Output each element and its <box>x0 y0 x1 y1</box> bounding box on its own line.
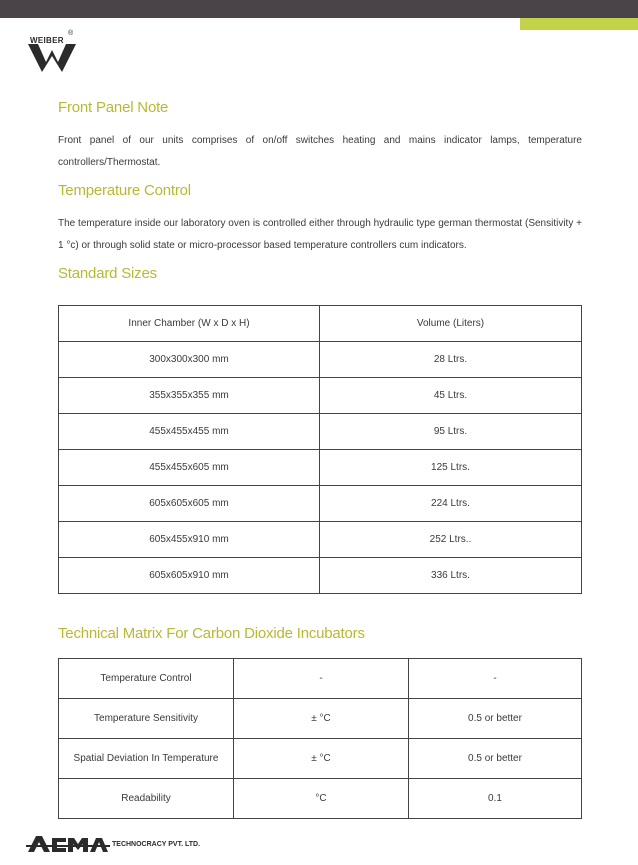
table-cell: 0.5 or better <box>409 739 582 779</box>
table-cell: 300x300x300 mm <box>59 342 320 378</box>
table-row <box>59 699 582 739</box>
table-cell: 336 Ltrs. <box>320 558 582 594</box>
table-cell: 605x605x605 mm <box>59 486 320 522</box>
footer-company: TECHNOCRACY PVT. LTD. <box>112 841 201 848</box>
table-row <box>59 342 582 378</box>
table-cell: - <box>409 659 582 699</box>
brand-name: WEIBER <box>30 36 64 45</box>
table-cell: Spatial Deviation In Temperature <box>59 739 234 779</box>
table-cell: Temperature Sensitivity <box>59 699 234 739</box>
table-cell: ± °C <box>234 699 409 739</box>
temperature-control-text: The temperature inside our laboratory oven is controlled either through hydraulic type german thermostat (Sensitivity + 1 °c) or through solid state or micro-processor based temperature controllers cum indicators. <box>58 218 582 251</box>
table-header-row <box>59 306 582 342</box>
table-cell: 0.1 <box>409 779 582 819</box>
table-row <box>59 486 582 522</box>
temperature-control-title: Temperature Control <box>58 182 191 199</box>
table-row <box>59 779 582 819</box>
table-row <box>59 414 582 450</box>
table-row <box>59 450 582 486</box>
table-cell: Readability <box>59 779 234 819</box>
table-cell: 95 Ltrs. <box>320 414 582 450</box>
top-bar <box>0 0 638 18</box>
table-header: Inner Chamber (W x D x H) <box>59 306 320 342</box>
table-cell: Temperature Control <box>59 659 234 699</box>
table-cell: 28 Ltrs. <box>320 342 582 378</box>
table-cell: °C <box>234 779 409 819</box>
table-header: Volume (Liters) <box>320 306 582 342</box>
table-cell: 45 Ltrs. <box>320 378 582 414</box>
table-cell: 605x455x910 mm <box>59 522 320 558</box>
table-cell: 224 Ltrs. <box>320 486 582 522</box>
matrix-table <box>58 658 582 819</box>
table-row <box>59 739 582 779</box>
front-panel-title: Front Panel Note <box>58 99 169 116</box>
table-cell: 252 Ltrs.. <box>320 522 582 558</box>
table-row <box>59 558 582 594</box>
table-cell: - <box>234 659 409 699</box>
standard-sizes-title: Standard Sizes <box>58 265 157 282</box>
table-row <box>59 378 582 414</box>
table-row <box>59 522 582 558</box>
table-row <box>59 659 582 699</box>
acmas-logo-icon <box>26 832 110 854</box>
table-cell: ± °C <box>234 739 409 779</box>
registered-mark: ® <box>68 30 74 37</box>
sizes-table <box>58 305 582 594</box>
technical-matrix-title: Technical Matrix For Carbon Dioxide Incubators <box>58 625 365 642</box>
table-cell: 125 Ltrs. <box>320 450 582 486</box>
table-cell: 355x355x355 mm <box>59 378 320 414</box>
top-bar-accent <box>520 18 638 30</box>
table-cell: 0.5 or better <box>409 699 582 739</box>
front-panel-text: Front panel of our units comprises of on/off switches heating and mains indicator lamps, temperature controllers/Thermostat. <box>58 135 582 168</box>
table-cell: 455x455x605 mm <box>59 450 320 486</box>
table-cell: 455x455x455 mm <box>59 414 320 450</box>
table-cell: 605x605x910 mm <box>59 558 320 594</box>
